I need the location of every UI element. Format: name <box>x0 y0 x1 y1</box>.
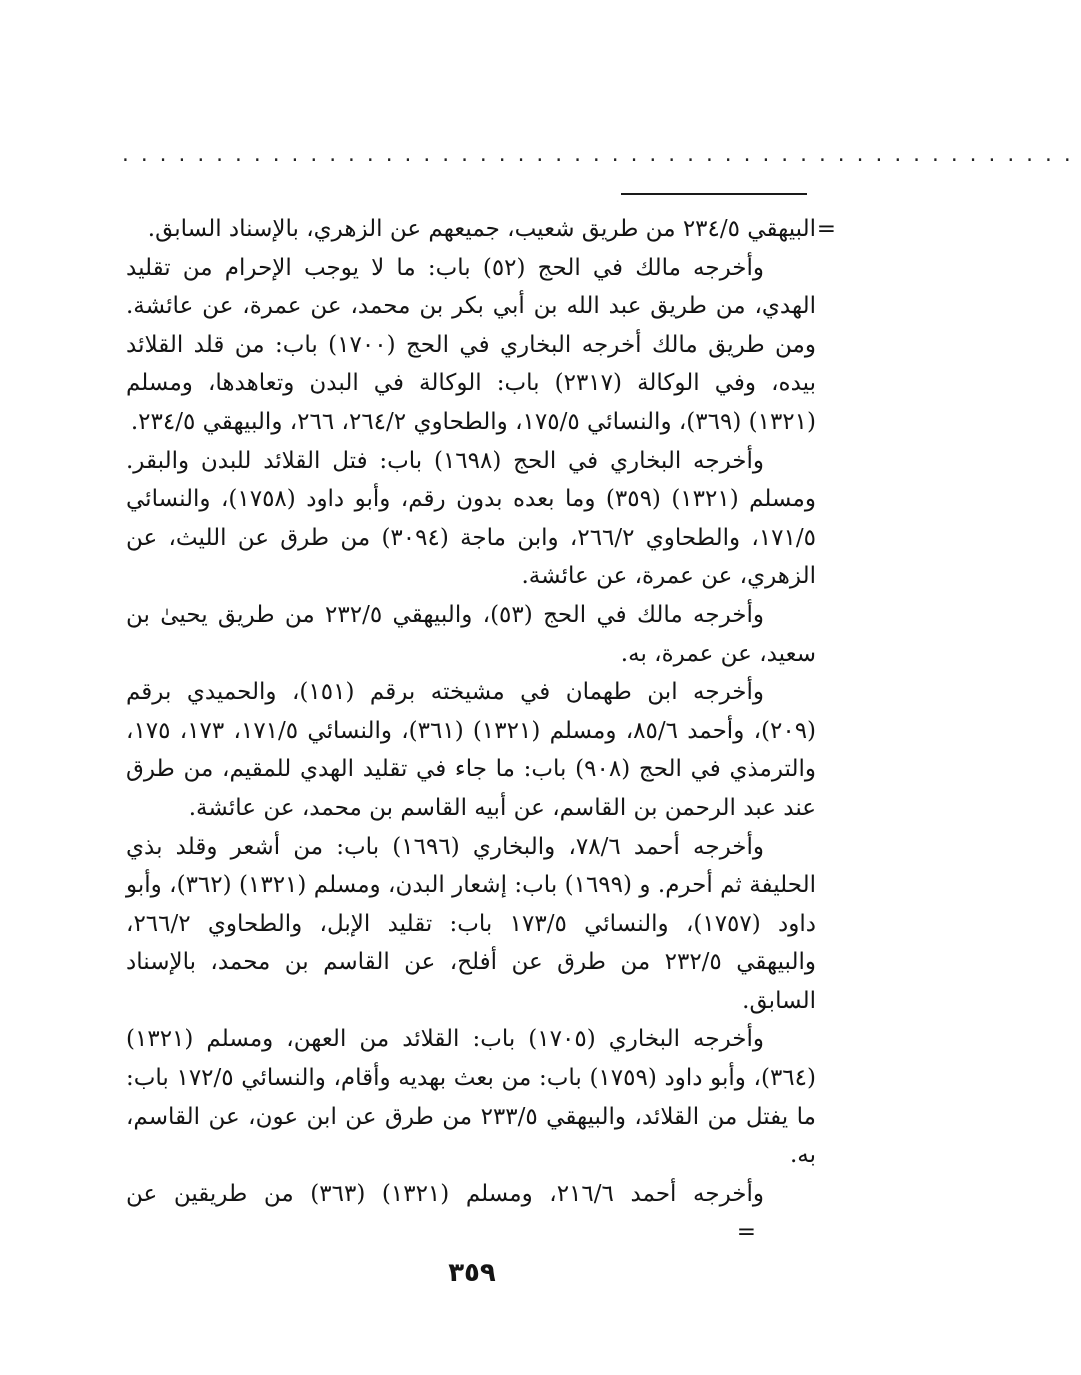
footnote-separator-rule <box>621 193 807 195</box>
footnote-continuation <box>126 210 836 249</box>
continues-marker: = <box>736 1219 756 1246</box>
footnote-paragraph-last <box>126 1175 816 1252</box>
continuation-text: البيهقي ٢٣٤/٥ من طريق شعيب، جميعهم عن الزهري، بالإسناد السابق. <box>147 216 816 242</box>
footnote-paragraph-4: وأخرجه ابن طهمان في مشيخته برقم (١٥١)، والحميدي برقم (٢٠٩)، وأحمد ٨٥/٦، ومسلم (١٣٢١) (٣٦١)، والنسائي ١٧١/٥، ١٧٣، ١٧٥، والترمذي في الحج (٩٠٨) باب: ما جاء في تقليد الهدي للمقيم، من طرق عند عبد الرحمن بن القاسم، عن أبيه القاسم بن محمد، عن عائشة. <box>126 679 817 821</box>
continuation-marker: = <box>816 216 836 242</box>
footnote-paragraph-6: وأخرجه البخاري (١٧٠٥) باب: القلائد من العهن، ومسلم (١٣٢١) (٣٦٤)، وأبو داود (١٧٥٩) باب: من بعث بهديه وأقام، والنسائي ١٧٢/٥ باب: ما يفتل من القلائد، والبيهقي ٢٣٣/٥ من طرق عن ابن عون، عن القاسم، به. <box>126 1026 816 1169</box>
footnote-paragraph-3: وأخرجه مالك في الحج (٥٣)، والبيهقي ٢٣٢/٥ من طريق يحيىٰ بن سعيد، عن عمرة، به. <box>126 601 816 667</box>
footnotes-block <box>126 210 836 1252</box>
footnote-paragraph-1: وأخرجه مالك في الحج (٥٢) باب: ما لا يوجب الإحرام من تقليد الهدي، من طريق عبد الله بن أبي بكر بن محمد، عن عمرة، عن عائشة. ومن طريق مالك أخرجه البخاري في الحج (١٧٠٠) باب: من قلد القلائد بيده، وفي الوكالة (٢٣١٧) باب: الوكالة في البدن وتعاهدها، ومسلم (١٣٢١) (٣٦٩)، والنسائي ١٧٥/٥، والطحاوي ٢٦٤/٢، ٢٦٦، والبيهقي ٢٣٤/٥. <box>126 254 816 435</box>
footnote-paragraph-5: وأخرجه أحمد ٧٨/٦، والبخاري (١٦٩٦) باب: من أشعر وقلد بذي الحليفة ثم أحرم. و (١٦٩٩) باب: إشعار البدن، ومسلم (١٣٢١) (٣٦٢)، وأبو داود (١٧٥٧)، والنسائي ١٧٣/٥ باب: تقليد الإبل، والطحاوي ٢٦٦/٢، والبيهقي ٢٣٢/٥ من طرق عن أفلح، عن القاسم بن محمد، بالإسناد السابق. <box>126 833 817 1014</box>
last-paragraph-text: وأخرجه أحمد ٢١٦/٦، ومسلم (١٣٢١) (٣٦٣) من طريقين عن <box>126 1180 764 1207</box>
ellipsis-dots: ................................................... <box>120 145 1081 166</box>
footnote-paragraph-2: وأخرجه البخاري في الحج (١٦٩٨) باب: فتل القلائد للبدن والبقر. ومسلم (١٣٢١) (٣٥٩) وما بعده بدون رقم، وأبو داود (١٧٥٨)، والنسائي ١٧١/٥، والطحاوي ٢٦٦/٢، وابن ماجة (٣٠٩٤) من طرق عن الليث، عن الزهري، عن عمرة، عن عائشة. <box>126 447 816 590</box>
page-number: ٣٥٩ <box>448 1258 496 1288</box>
